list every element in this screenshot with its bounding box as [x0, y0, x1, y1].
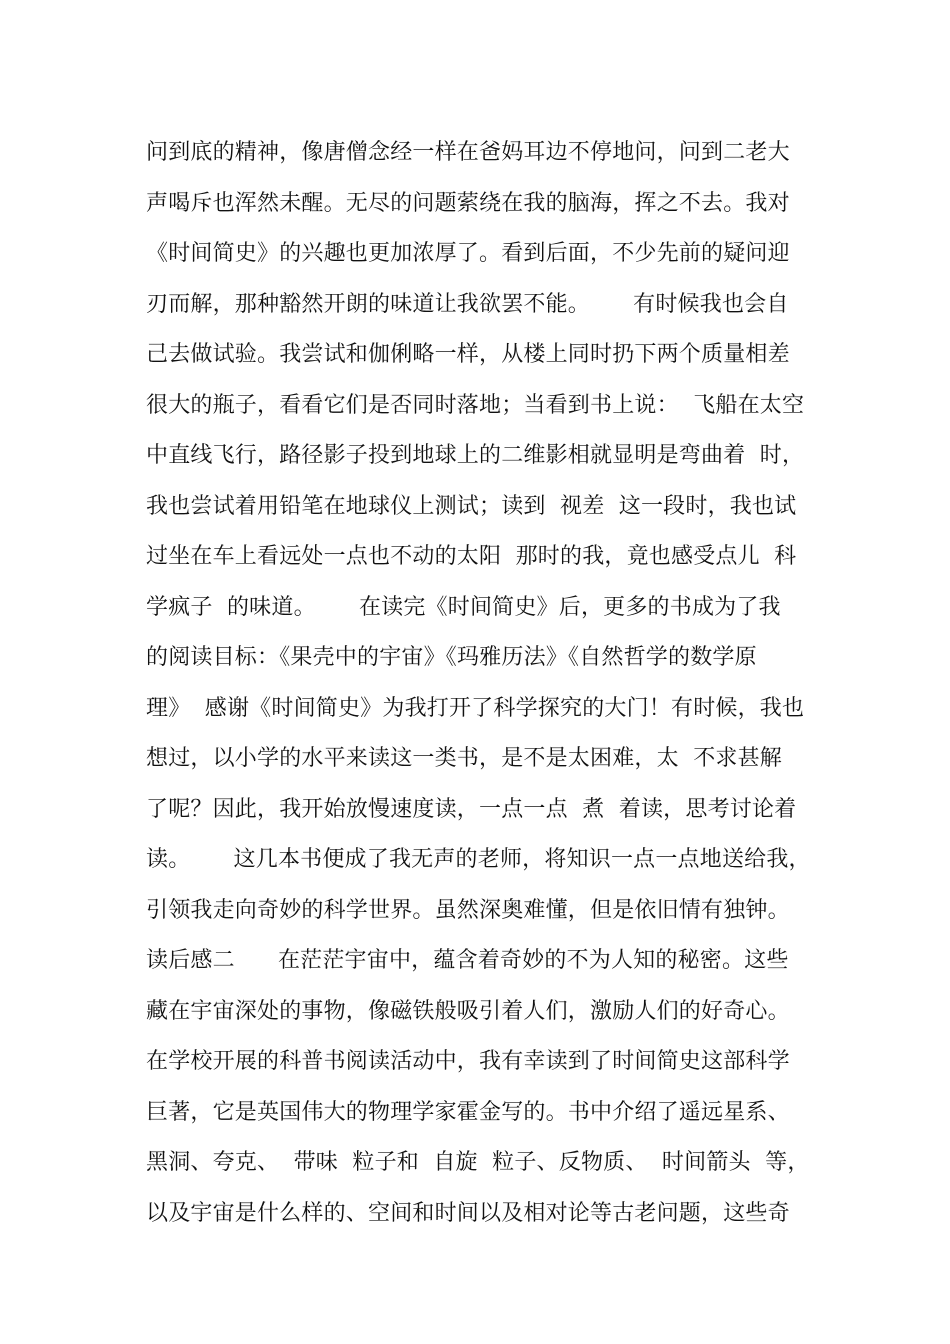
- text-line: 己去做试验。我尝试和伽俐略一样，从楼上同时扔下两个质量相差: [146, 342, 790, 367]
- text-line: 我也尝试着用铅笔在地球仪上测试；读到 视差 这一段时，我也试: [146, 493, 797, 519]
- text-line: 想过，以小学的水平来读这一类书，是不是太困难，太 不求甚解: [146, 746, 782, 771]
- text-line: 以及宇宙是什么样的、空间和时间以及相对论等古老问题，这些奇: [146, 1200, 790, 1226]
- text-line: 问到底的精神，像唐僧念经一样在爸妈耳边不停地问，问到二老大: [146, 140, 790, 165]
- text-line: 学疯子 的味道。 在读完《时间简史》后，更多的书成为了我: [146, 594, 781, 620]
- text-line: 很大的瓶子，看看它们是否同时落地；当看到书上说： 飞船在太空: [146, 392, 805, 418]
- text-line: 巨著，它是英国伟大的物理学家霍金写的。书中介绍了遥远星系、: [146, 1099, 790, 1125]
- text-line: 藏在宇宙深处的事物，像磁铁般吸引着人们，激励人们的好奇心。: [146, 998, 790, 1024]
- text-line: 的阅读目标：《果壳中的宇宙》《玛雅历法》《自然哲学的数学原: [146, 645, 757, 670]
- text-line: 声喝斥也浑然未醒。无尽的问题萦绕在我的脑海，挥之不去。我对: [146, 190, 790, 216]
- text-line: 理》 感谢《时间简史》为我打开了科学探究的大门！有时候，我也: [146, 695, 805, 721]
- body-text: [146, 128, 826, 1239]
- text-line: 《时间简史》的兴趣也更加浓厚了。看到后面，不少先前的疑问迎: [146, 241, 790, 266]
- text-line: 过坐在车上看远处一点也不动的太阳 那时的我，竟也感受点儿 科: [146, 544, 797, 569]
- text-line: 刃而解，那种豁然开朗的味道让我欲罢不能。 有时候我也会自: [146, 291, 789, 317]
- text-line: 读后感二 在茫茫宇宙中，蕴含着奇妙的不为人知的秘密。这些: [146, 948, 789, 973]
- text-line: 黑洞、夸克、 带味 粒子和 自旋 粒子、反物质、 时间箭头 等，: [146, 1150, 810, 1175]
- text-line: 了呢？因此，我开始放慢速度读，一点一点 煮 着读，思考讨论着: [146, 796, 797, 822]
- text-line: 中直线飞行，路径影子投到地球上的二维影相就显明是弯曲着 时，: [146, 443, 805, 468]
- text-line: 引领我走向奇妙的科学世界。虽然深奥难懂，但是依旧情有独钟。: [146, 897, 790, 923]
- text-line: 读。 这几本书便成了我无声的老师，将知识一点一点地送给我，: [146, 847, 811, 872]
- text-line: 在学校开展的科普书阅读活动中，我有幸读到了时间简史这部科学: [146, 1049, 790, 1074]
